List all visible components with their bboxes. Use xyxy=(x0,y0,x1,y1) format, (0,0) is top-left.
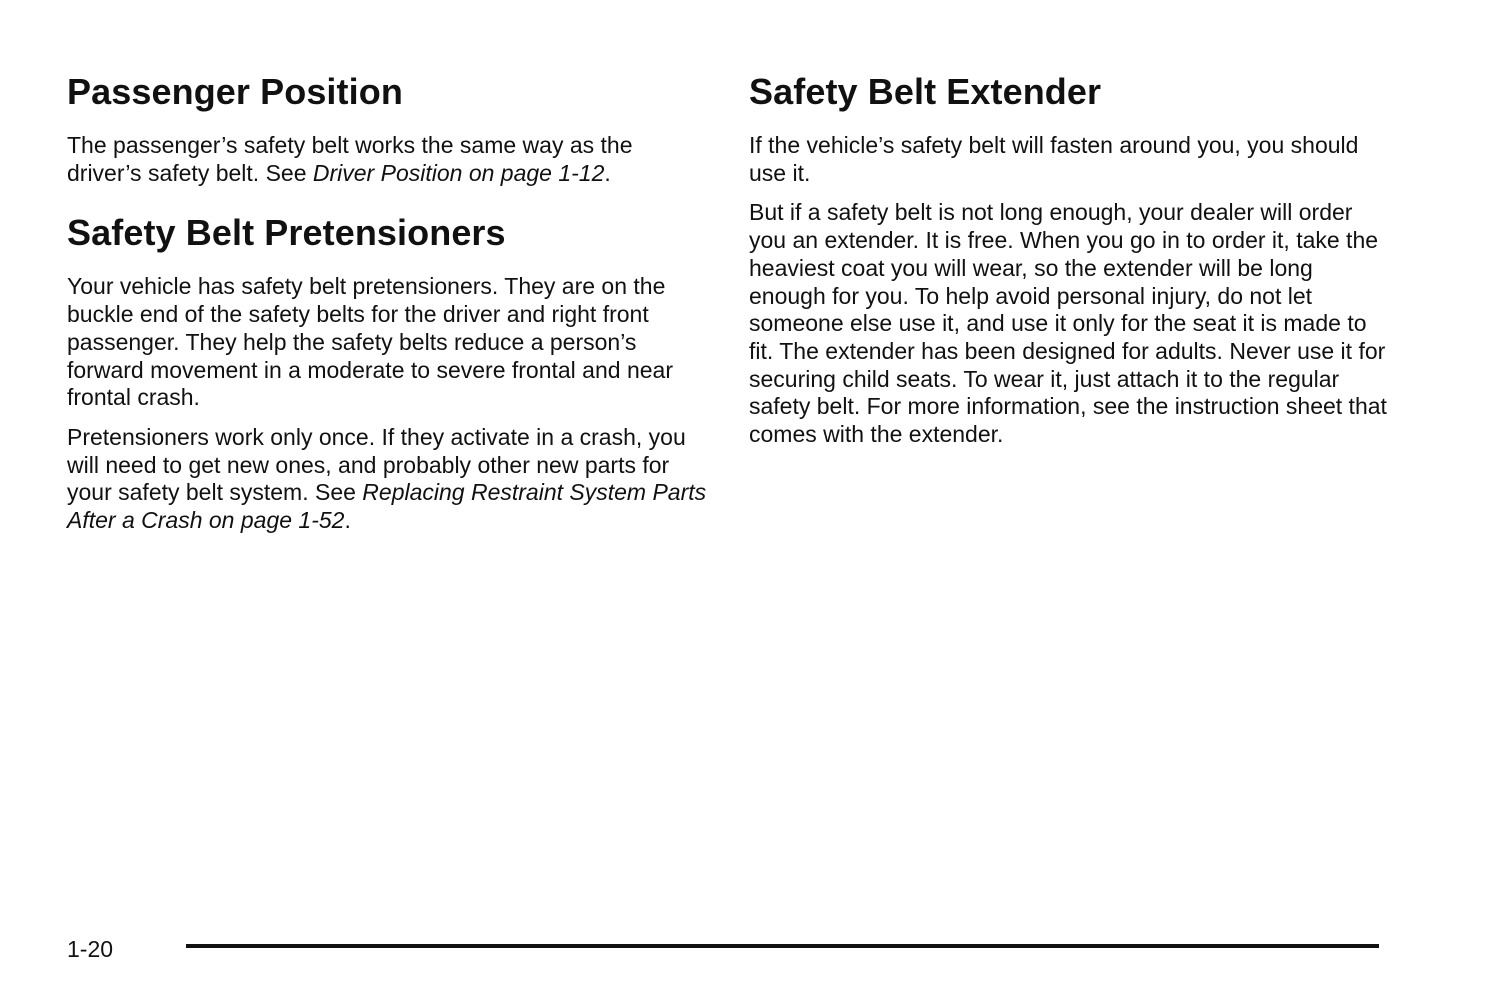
passenger-position-paragraph xyxy=(67,132,707,187)
page-number: 1-20 xyxy=(67,936,114,962)
heading-passenger-position: Passenger Position xyxy=(67,71,403,112)
pretensioners-paragraph-2 xyxy=(67,424,707,535)
passenger-position-end: . xyxy=(604,159,611,186)
extender-paragraph-2: But if a safety belt is not long enough, your dealer will order you an extender. It is free. When you go in to order it, take the heaviest coat you will wear, so the extender will be long enough for you. To help avoid personal injury, do not let someone else use it, and use it only for the seat it is made to fit. The extender has been designed for adults. Never use it for securing child seats. To wear it, just attach it to the regular safety belt. For more information, see the instruction sheet that comes with the extender. xyxy=(749,199,1387,448)
right-column xyxy=(749,70,1389,461)
pretensioners-paragraph-1: Your vehicle has safety belt pretensioners. They are on the buckle end of the safety belts for the driver and right front passenger. They help the safety belts reduce a person’s forward movement in a moderate to severe frontal and near frontal crash. xyxy=(67,273,673,411)
driver-position-reference-link[interactable]: Driver Position on page 1-12 xyxy=(312,159,605,186)
footer-divider xyxy=(186,944,1379,948)
pretensioners-end: . xyxy=(344,507,351,534)
heading-safety-belt-extender: Safety Belt Extender xyxy=(749,71,1102,112)
extender-paragraph-1: If the vehicle’s safety belt will fasten around you, you should use it. xyxy=(749,132,1359,186)
pretensioners-text: Pretensioners work only once. If they activate in a crash, you will need to get new ones, and probably other new parts for your safety belt system. See xyxy=(67,423,686,506)
passenger-position-text: The passenger’s safety belt works the same way as the driver’s safety belt. See xyxy=(67,132,633,186)
replacing-restraint-reference-link[interactable]: Replacing Restraint System Parts After a Crash on page 1-52 xyxy=(67,479,707,534)
heading-safety-belt-pretensioners: Safety Belt Pretensioners xyxy=(67,212,506,254)
left-column xyxy=(67,70,707,547)
